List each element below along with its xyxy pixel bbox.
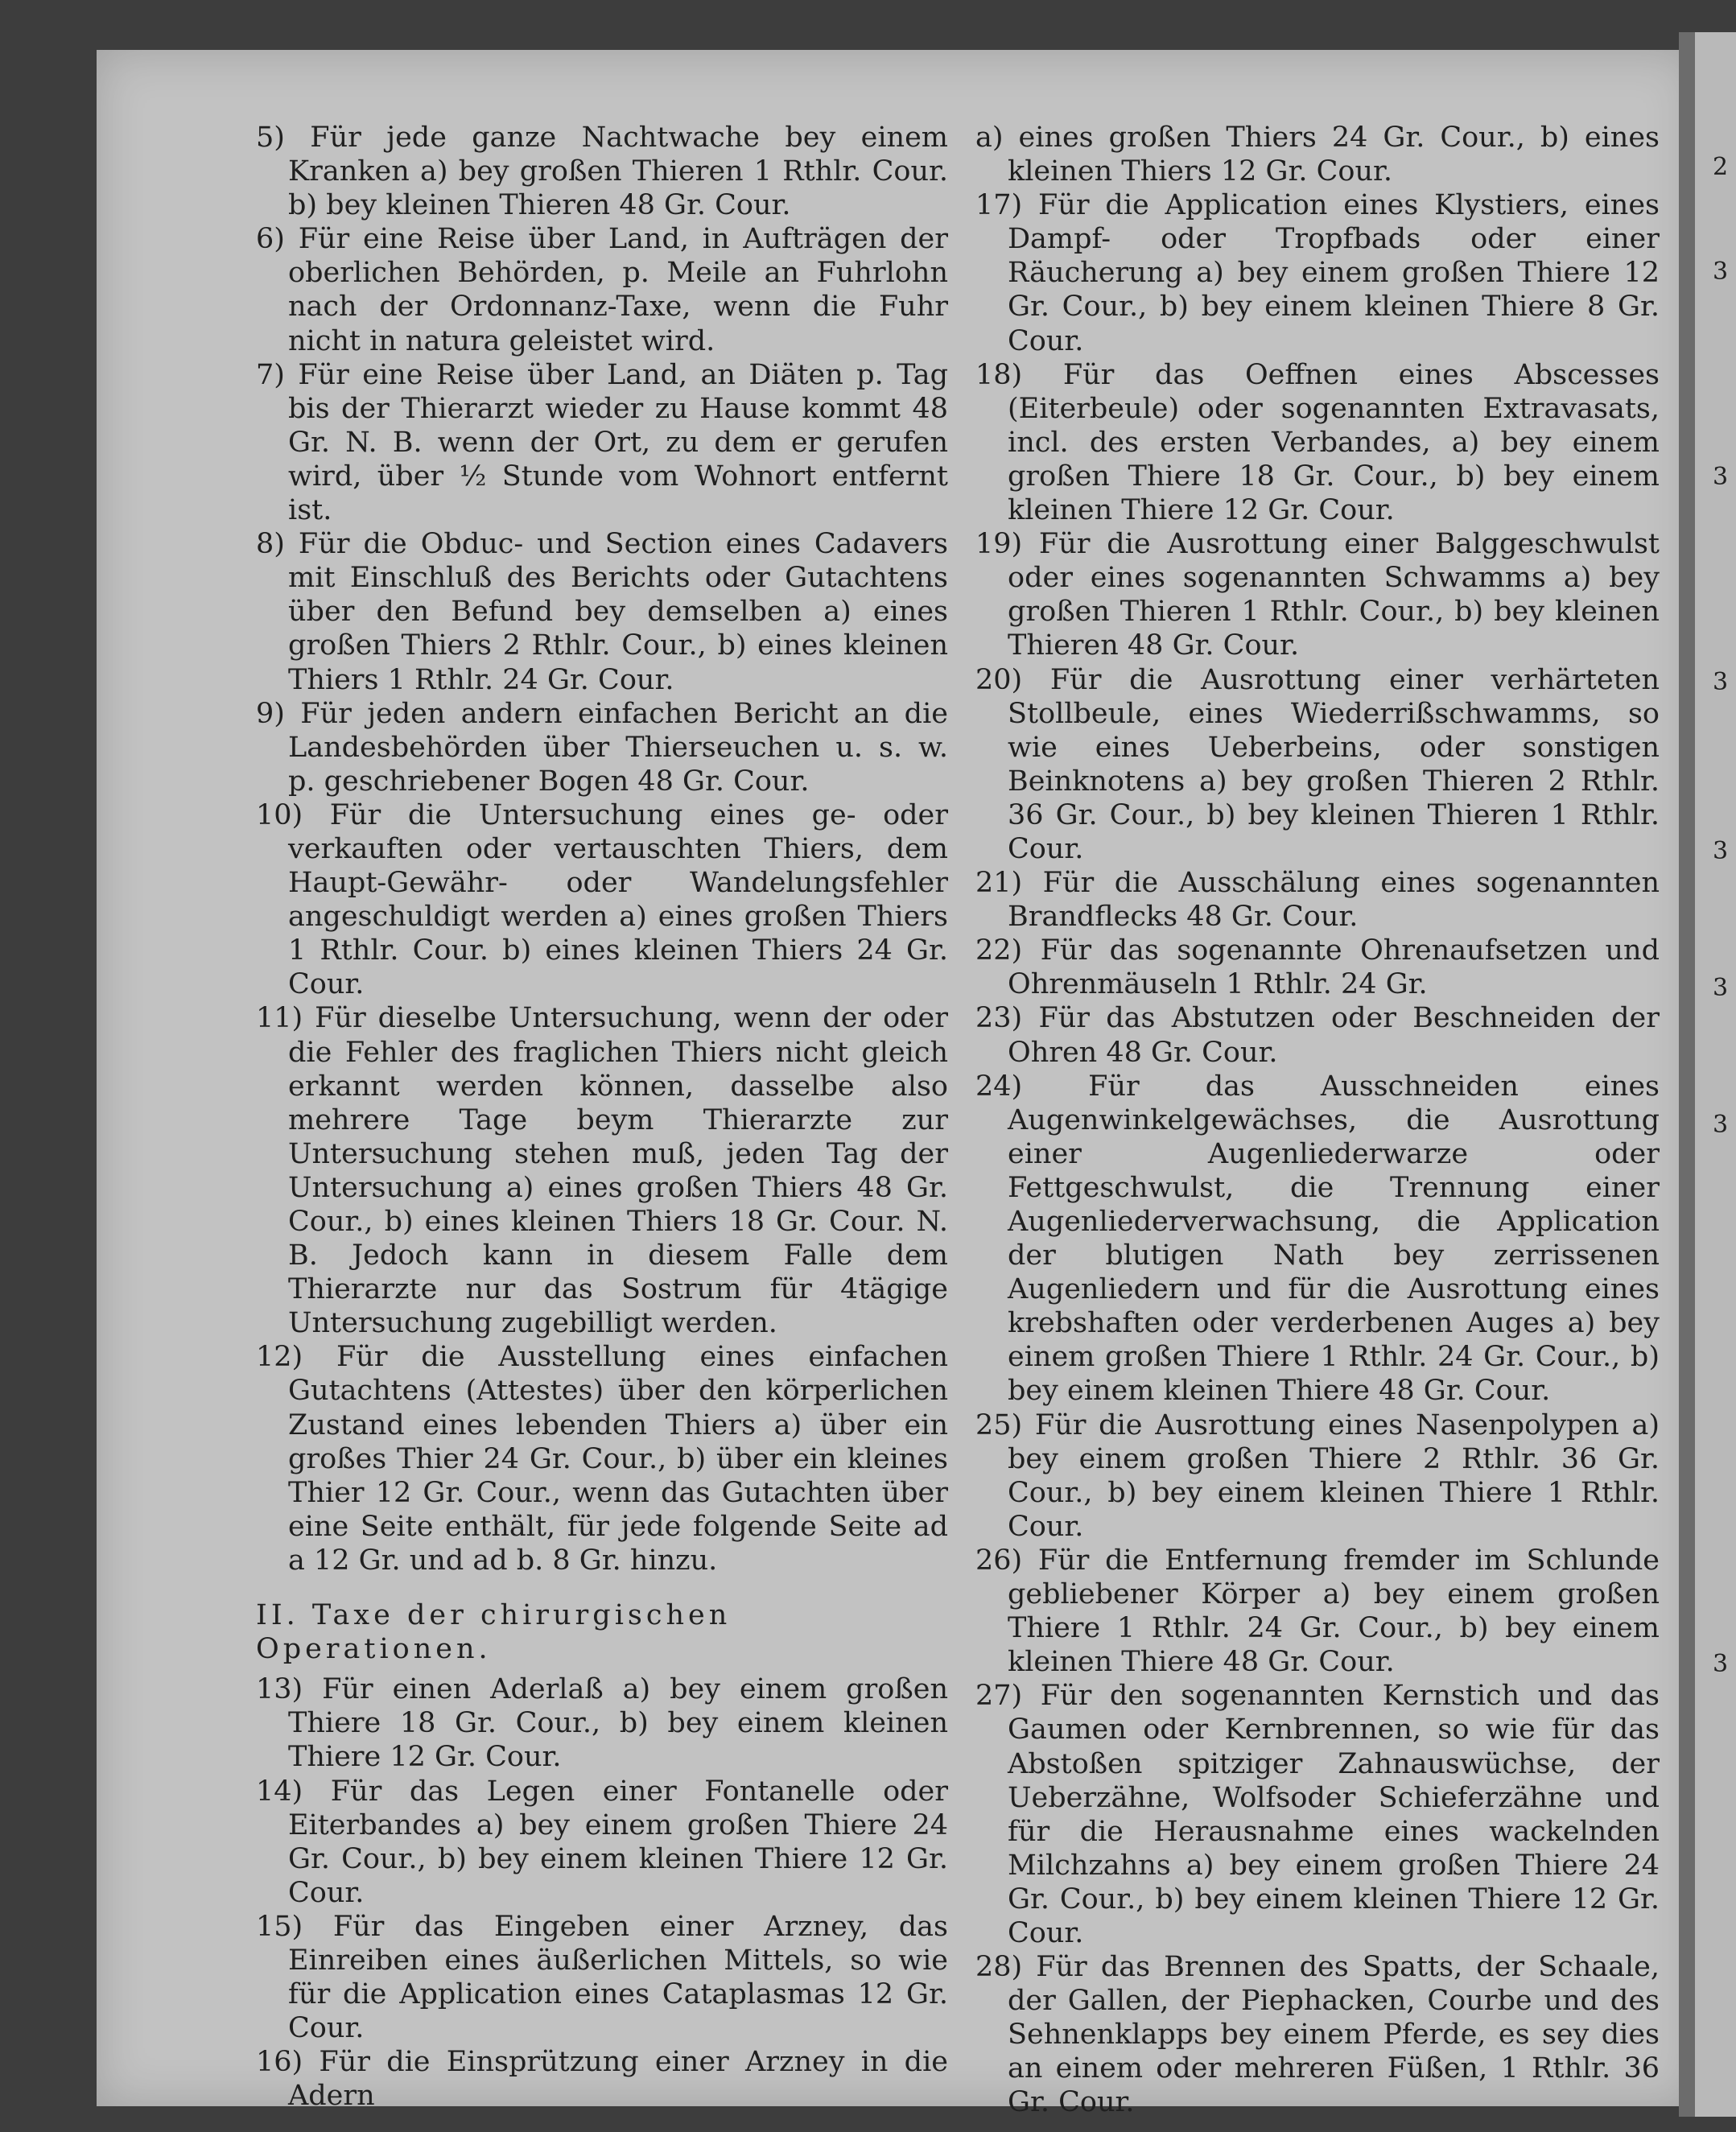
- section-heading: II. Taxe der chirurgischen Operationen.: [256, 1599, 732, 1666]
- entry-16-continuation: a) eines großen Thiers 24 Gr. Cour., b) eines kleinen Thiers 12 Gr. Cour.: [975, 122, 1660, 188]
- next-page-margin-number: 3: [1713, 668, 1729, 696]
- entry-5: 5) Für jede ganze Nachtwache bey einem Kranken a) bey großen Thieren 1 Rthlr. Cour. b) bey kleinen Thieren 48 Gr. Cour.: [256, 122, 948, 222]
- entry-20: 20) Für die Ausrottung einer verhärteten Stollbeule, eines Wiederrißschwamms, so wie eines Ueberbeins, oder sonstigen Beinknotens a) bey großen Thieren 2 Rthlr. 36 Gr. Cour., b) bey kleinen Thieren 1 Rthlr. Cour.: [975, 663, 1660, 865]
- entry-11: 11) Für dieselbe Untersuchung, wenn der oder die Fehler des fraglichen Thiers nicht gleich erkannt werden können, dasselbe also mehrere Tage beym Thierarzte zur Untersuchung stehen muß, jeden Tag der Untersuchung a) eines großen Thiers 48 Gr. Cour., b) eines kleinen Thiers 18 Gr. Cour. N. B. Jedoch kann in diesem Falle dem Thierarzte nur das Sostrum für 4tägige Untersuchung zugebilligt werden.: [256, 1002, 948, 1340]
- right-column: [975, 121, 1660, 2120]
- entry-24: 24) Für das Ausschneiden eines Augenwinkelgewächses, die Ausrottung einer Augenliederwarze oder Fettgeschwulst, die Trennung einer Augenliederverwachsung, die Application der blutigen Nath bey zerrissenen Augenliedern und für die Ausrottung eines krebshaften oder verderbenen Auges a) bey einem großen Thiere 1 Rthlr. 24 Gr. Cour., b) bey einem kleinen Thiere 48 Gr. Cour.: [975, 1070, 1660, 1408]
- entry-7: 7) Für eine Reise über Land, an Diäten p. Tag bis der Thierarzt wieder zu Hause kommt 48 Gr. N. B. wenn der Ort, zu dem er gerufen wird, über ½ Stunde vom Wohnort entfernt ist.: [256, 358, 948, 527]
- entry-8: 8) Für die Obduc- und Section eines Cadavers mit Einschluß des Berichts oder Gutachtens über den Befund bey demselben a) eines großen Thiers 2 Rthlr. Cour., b) eines kleinen Thiers 1 Rthlr. 24 Gr. Cour.: [256, 528, 948, 696]
- next-page-margin-number: 3: [1713, 258, 1729, 286]
- next-page-margin-number: 3: [1713, 974, 1729, 1002]
- entry-13: 13) Für einen Aderlaß a) bey einem großen Thiere 18 Gr. Cour., b) bey einem kleinen Thiere 12 Gr. Cour.: [256, 1673, 948, 1774]
- entry-15: 15) Für das Eingeben einer Arzney, das Einreiben eines äußerlichen Mittels, so wie für die Application eines Cataplasmas 12 Gr. Cour.: [256, 1910, 948, 2045]
- next-page-margin-number: 3: [1713, 1111, 1729, 1139]
- entry-23: 23) Für das Abstutzen oder Beschneiden der Ohren 48 Gr. Cour.: [975, 1002, 1660, 1069]
- entry-16: 16) Für die Einsprützung einer Arzney in die Adern: [256, 2046, 948, 2113]
- book-spine: [1679, 32, 1695, 2117]
- entry-22: 22) Für das sogenannte Ohrenaufsetzen und Ohrenmäuseln 1 Rthlr. 24 Gr.: [975, 934, 1660, 1001]
- entry-26: 26) Für die Entfernung fremder im Schlunde gebliebener Körper a) bey einem großen Thiere 1 Rthlr. 24 Gr. Cour., b) bey einem kleinen Thiere 48 Gr. Cour.: [975, 1544, 1660, 1679]
- next-page-edge: [1695, 32, 1736, 2117]
- entry-21: 21) Für die Ausschälung eines sogenannten Brandflecks 48 Gr. Cour.: [975, 867, 1660, 934]
- next-page-margin-number: 3: [1713, 837, 1729, 865]
- entry-17: 17) Für die Application eines Klystiers, eines Dampf- oder Tropfbads oder einer Räucherung a) bey einem großen Thiere 12 Gr. Cour., b) bey einem kleinen Thiere 8 Gr. Cour.: [975, 189, 1660, 357]
- entry-28: 28) Für das Brennen des Spatts, der Schaale, der Gallen, der Piephacken, Courbe und des Sehnenklapps bey einem Pferde, es sey dies an einem oder mehreren Füßen, 1 Rthlr. 36 Gr. Cour.: [975, 1951, 1660, 2119]
- entry-27: 27) Für den sogenannten Kernstich und das Gaumen oder Kernbrennen, so wie für das Abstoßen spitziger Zahnauswüchse, der Ueberzähne, Wolfsoder Schieferzähne und für die Herausnahme eines wackelnden Milchzahns a) bey einem großen Thiere 24 Gr. Cour., b) bey einem kleinen Thiere 12 Gr. Cour.: [975, 1680, 1660, 1949]
- entry-12: 12) Für die Ausstellung eines einfachen Gutachtens (Attestes) über den körperlichen Zustand eines lebenden Thiers a) über ein großes Thier 24 Gr. Cour., b) über ein kleines Thier 12 Gr. Cour., wenn das Gutachten über eine Seite enthält, für jede folgende Seite ad a 12 Gr. und ad b. 8 Gr. hinzu.: [256, 1341, 948, 1577]
- entry-18: 18) Für das Oeffnen eines Abscesses (Eiterbeule) oder sogenannten Extravasats, incl. des ersten Verbandes, a) bey einem großen Thiere 18 Gr. Cour., b) bey einem kleinen Thiere 12 Gr. Cour.: [975, 358, 1660, 527]
- next-page-margin-number: 3: [1713, 1650, 1729, 1678]
- entry-19: 19) Für die Ausrottung einer Balggeschwulst oder eines sogenannten Schwamms a) bey großen Thieren 1 Rthlr. Cour., b) bey kleinen Thieren 48 Gr. Cour.: [975, 528, 1660, 662]
- entry-10: 10) Für die Untersuchung eines ge- oder verkauften oder vertauschten Thiers, dem Haupt-Gewähr- oder Wandelungsfehler angeschuldigt werden a) eines großen Thiers 1 Rthlr. Cour. b) eines kleinen Thiers 24 Gr. Cour.: [256, 798, 948, 1001]
- next-page-margin-number: 3: [1713, 463, 1729, 491]
- next-page-margin-number: 2: [1713, 153, 1729, 181]
- left-column: [256, 121, 948, 2113]
- entry-6: 6) Für eine Reise über Land, in Aufträgen der oberlichen Behörden, p. Meile an Fuhrlohn nach der Ordonnanz-Taxe, wenn die Fuhr nicht in natura geleistet wird.: [256, 223, 948, 357]
- entry-14: 14) Für das Legen einer Fontanelle oder Eiterbandes a) bey einem großen Thiere 24 Gr. Cour., b) bey einem kleinen Thiere 12 Gr. Cour.: [256, 1775, 948, 1909]
- entry-9: 9) Für jeden andern einfachen Bericht an die Landesbehörden über Thierseuchen u. s. w. p. geschriebener Bogen 48 Gr. Cour.: [256, 697, 948, 798]
- entry-25: 25) Für die Ausrottung eines Nasenpolypen a) bey einem großen Thiere 2 Rthlr. 36 Gr. Cour., b) bey einem kleinen Thiere 1 Rthlr. Cour.: [975, 1408, 1660, 1543]
